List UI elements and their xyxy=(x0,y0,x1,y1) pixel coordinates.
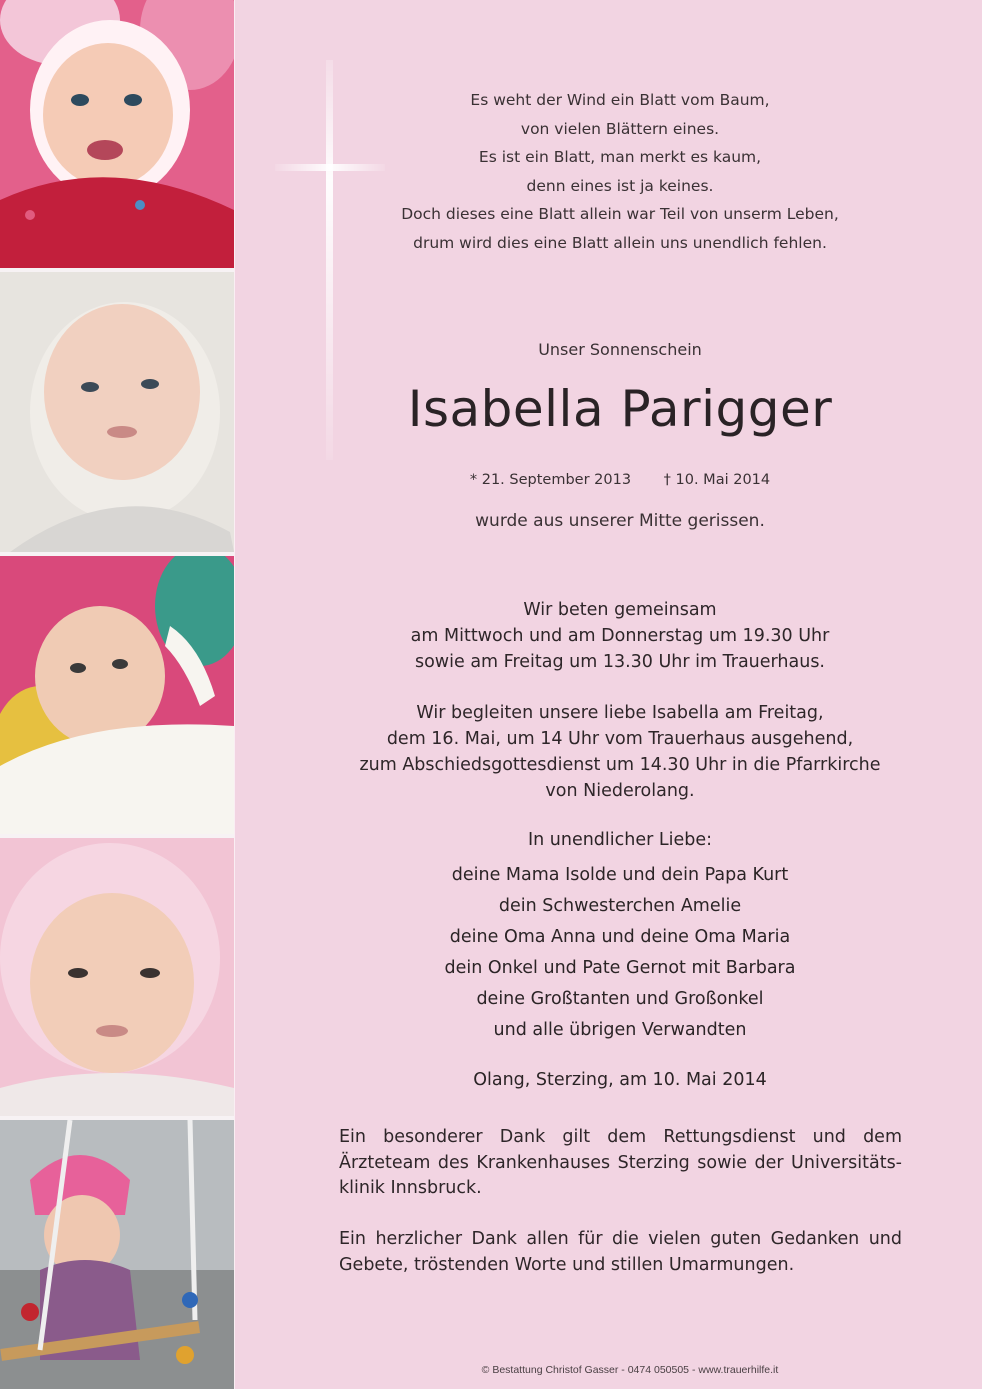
baby-photo-1 xyxy=(0,0,234,268)
funeral-line: dem 16. Mai, um 14 Uhr vom Trauerhaus ausgehend, xyxy=(386,729,854,749)
poem-line: Doch dieses eine Blatt allein war Teil von unserm Leben, xyxy=(401,205,839,223)
thanks-all: Ein herzlicher Dank allen für die vielen guten Gedanken und Gebete, tröstenden Worte und stillen Umarmungen. xyxy=(339,1229,902,1275)
thanks-medical: Ein besonderer Dank gilt dem Rettungsdienst und dem Ärzteteam des Krankenhauses Sterzing sowie der Universitäts-klinik Innsbruck. xyxy=(339,1127,902,1198)
subtitle: Unser Sonnenschein xyxy=(538,340,702,359)
footer-credit: © Bestattung Christof Gasser - 0474 050505 - www.trauerhilfe.it xyxy=(481,1364,779,1376)
prayer-line: sowie am Freitag um 13.30 Uhr im Trauerhaus. xyxy=(414,652,825,672)
poem-line: drum wird dies eine Blatt allein uns unendlich fehlen. xyxy=(413,233,827,252)
funeral-line: zum Abschiedsgottesdienst um 14.30 Uhr in die Pfarrkirche xyxy=(359,755,881,775)
funeral-info xyxy=(300,700,940,804)
family-line: dein Onkel und Pate Gernot mit Barbara xyxy=(444,958,796,978)
photo-column xyxy=(0,0,234,1389)
death-date: † 10. Mai 2014 xyxy=(663,472,771,488)
poem-line: denn eines ist ja keines. xyxy=(526,176,714,195)
baby-photo-3 xyxy=(0,556,234,834)
funeral-line: von Niederolang. xyxy=(545,781,695,801)
funeral-line: Wir begleiten unsere liebe Isabella am Freitag, xyxy=(416,703,824,723)
family-line: deine Großtanten und Großonkel xyxy=(476,989,764,1009)
family-list xyxy=(300,860,940,1046)
family-line: deine Mama Isolde und dein Papa Kurt xyxy=(451,865,789,885)
life-dates xyxy=(300,472,940,488)
family-line: und alle übrigen Verwandten xyxy=(493,1020,747,1040)
family-line: dein Schwesterchen Amelie xyxy=(498,896,742,916)
poem-line: von vielen Blättern eines. xyxy=(520,119,720,138)
prayer-line: Wir beten gemeinsam xyxy=(523,600,717,620)
family-line: deine Oma Anna und deine Oma Maria xyxy=(449,927,791,947)
place-date: Olang, Sterzing, am 10. Mai 2014 xyxy=(473,1070,767,1090)
prayer-line: am Mittwoch und am Donnerstag um 19.30 Uhr xyxy=(410,626,830,646)
baby-photo-4 xyxy=(0,838,234,1116)
column-divider xyxy=(234,0,235,1389)
birth-date: * 21. September 2013 xyxy=(469,472,632,488)
taken-line: wurde aus unserer Mitte gerissen. xyxy=(475,511,765,531)
family-heading: In unendlicher Liebe: xyxy=(527,830,713,850)
baby-photo-2 xyxy=(0,272,234,552)
baby-photo-5 xyxy=(0,1120,234,1389)
prayer-info xyxy=(300,597,940,675)
poem-line: Es weht der Wind ein Blatt vom Baum, xyxy=(470,91,770,109)
deceased-name: Isabella Parigger xyxy=(407,380,833,438)
poem xyxy=(300,86,940,257)
poem-line: Es ist ein Blatt, man merkt es kaum, xyxy=(478,148,762,166)
